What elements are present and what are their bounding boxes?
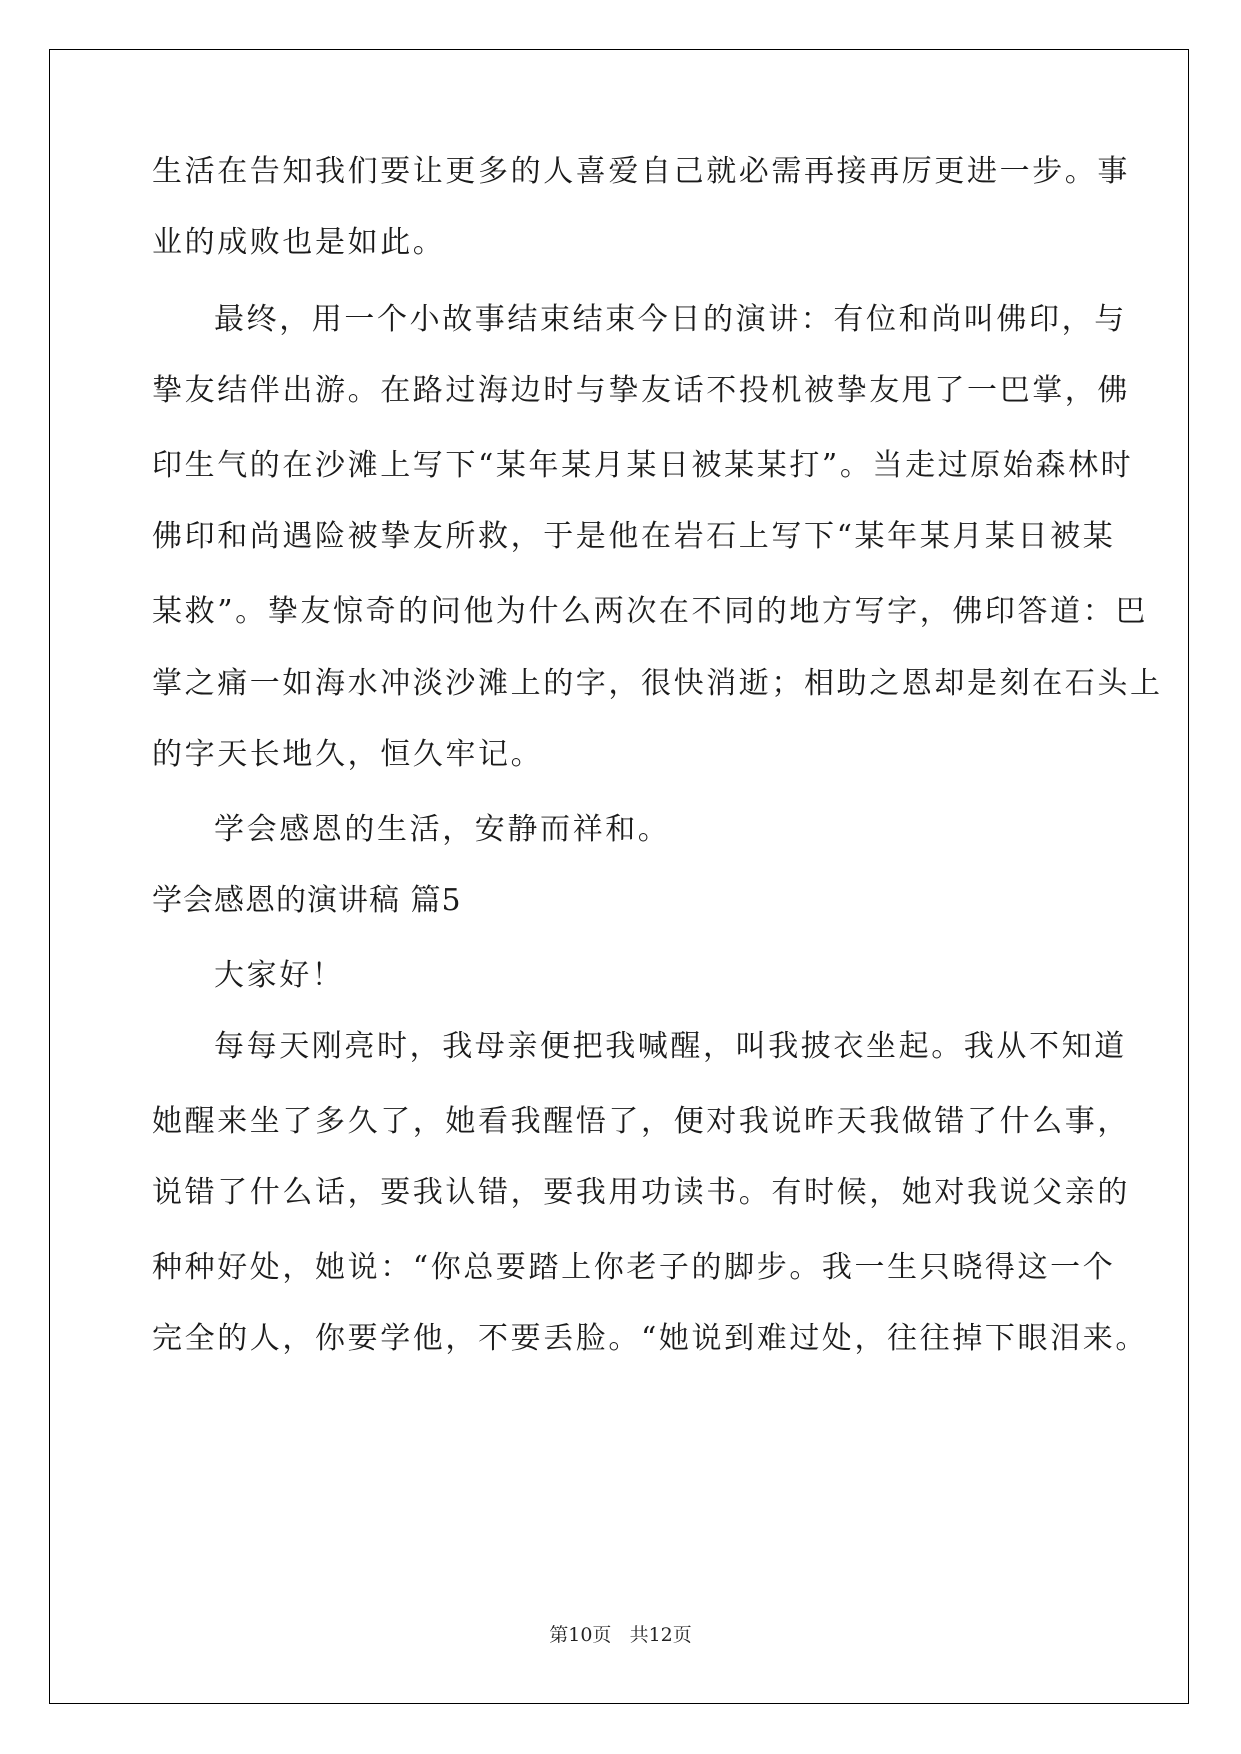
section-heading: 学会感恩的演讲稿 篇5 bbox=[152, 883, 462, 918]
paragraph-line: 种种好处，她说：“你总要踏上你老子的脚步。我一生只晓得这一个 bbox=[152, 1250, 1116, 1285]
paragraph-line: 业的成败也是如此。 bbox=[152, 225, 446, 260]
paragraph-line: 的字天长地久，恒久牢记。 bbox=[152, 737, 544, 772]
paragraph-line: 佛印和尚遇险被挚友所救，于是他在岩石上写下“某年某月某日被某 bbox=[152, 519, 1116, 554]
page-total: 共12页 bbox=[629, 1624, 692, 1646]
paragraph-line: 她醒来坐了多久了，她看我醒悟了，便对我说昨天我做错了什么事， bbox=[152, 1104, 1130, 1139]
paragraph-line: 挚友结伴出游。在路过海边时与挚友话不投机被挚友甩了一巴掌，佛 bbox=[152, 373, 1130, 408]
paragraph-line: 生活在告知我们要让更多的人喜爱自己就必需再接再厉更进一步。事 bbox=[152, 154, 1130, 189]
paragraph-line: 掌之痛一如海水冲淡沙滩上的字，很快消逝；相助之恩却是刻在石头上 bbox=[152, 666, 1163, 701]
page-footer bbox=[0, 1623, 1241, 1647]
paragraph-line: 印生气的在沙滩上写下“某年某月某日被某某打”。当走过原始森林时 bbox=[152, 448, 1134, 483]
paragraph-line: 完全的人，你要学他，不要丢脸。“她说到难过处，往往掉下眼泪来。 bbox=[152, 1321, 1148, 1356]
paragraph-line: 最终，用一个小故事结束结束今日的演讲：有位和尚叫佛印，与 bbox=[214, 302, 1127, 337]
greeting-line: 大家好！ bbox=[214, 958, 345, 993]
paragraph-line: 说错了什么话，要我认错，要我用功读书。有时候，她对我说父亲的 bbox=[152, 1175, 1130, 1210]
paragraph-line: 学会感恩的生活，安静而祥和。 bbox=[214, 812, 671, 847]
page-frame bbox=[49, 49, 1189, 1704]
page-number: 第10页 bbox=[549, 1624, 612, 1646]
paragraph-line: 每每天刚亮时，我母亲便把我喊醒，叫我披衣坐起。我从不知道 bbox=[214, 1029, 1127, 1064]
paragraph-line: 某救”。挚友惊奇的问他为什么两次在不同的地方写字，佛印答道：巴 bbox=[152, 594, 1148, 629]
